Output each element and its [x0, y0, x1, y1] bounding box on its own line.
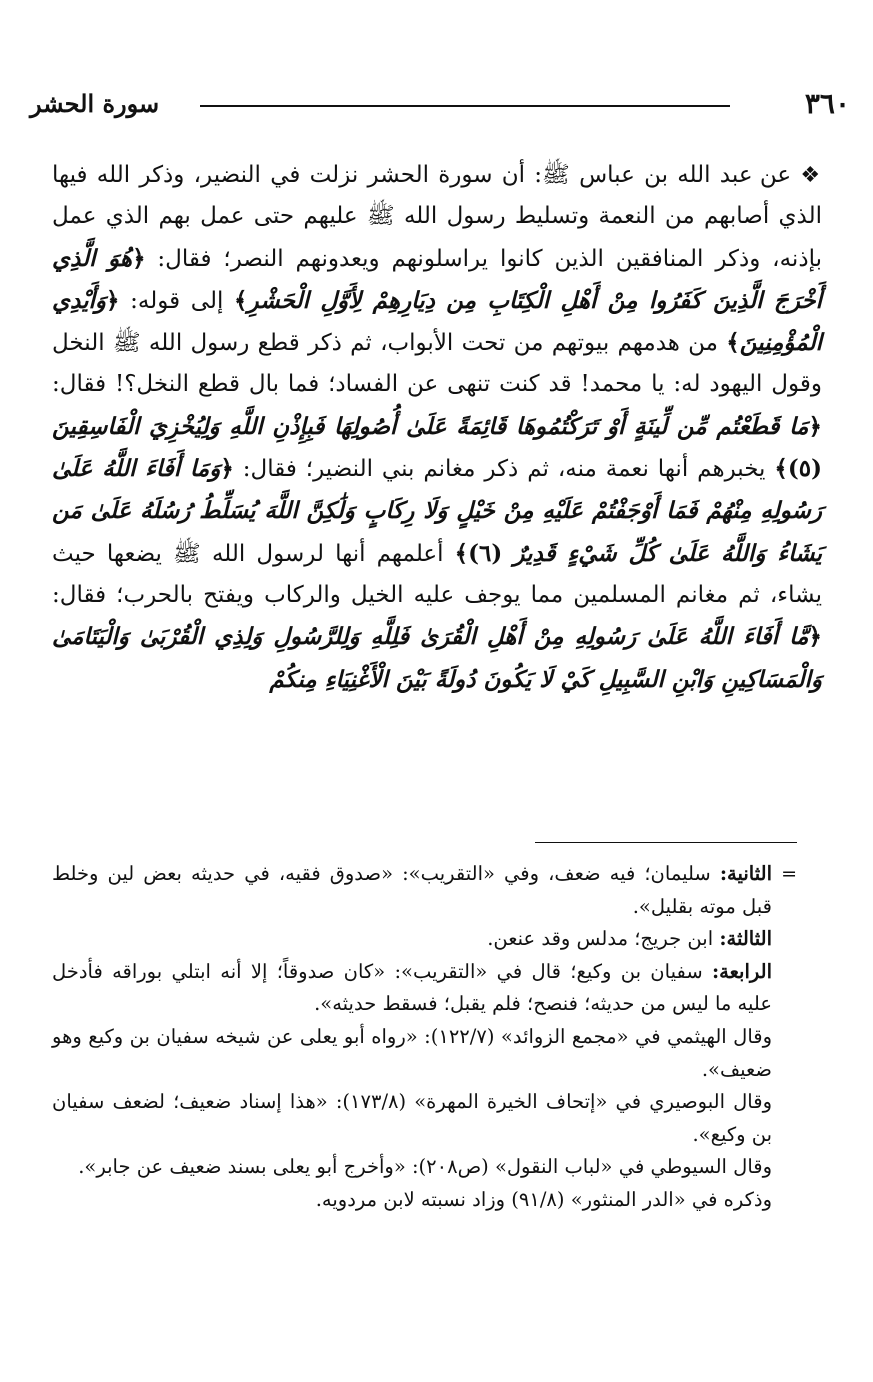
text-segment: إلى قوله:	[119, 287, 235, 314]
footnote-line: الثانية: سليمان؛ فيه ضعف، وفي «التقريب»: «صدوق فقيه، في حديثه بعض لين وخلط قبل موته بقليل».	[52, 862, 772, 918]
footnote-separator	[535, 842, 797, 843]
quran-open-bracket: ﴿	[220, 455, 234, 483]
quran-close-bracket: ﴾	[234, 286, 248, 314]
quran-verse: هُوَ الَّذِي أَخْرَجَ الَّذِينَ كَفَرُوا مِنْ أَهْلِ الْكِتَابِ مِن دِيَارِهِمْ لِأَوَّلِ الْحَشْرِ	[52, 244, 823, 314]
header-rule	[200, 105, 730, 107]
footnote-line: الثالثة: ابن جريج؛ مدلس وقد عنعن.	[487, 927, 772, 951]
footnote-label: الرابعة:	[711, 959, 772, 983]
text-segment: من هدمهم بيوتهم من تحت الأبواب، ثم ذكر قطع رسول الله ﷺ النخل وقول اليهود له: يا محمد! قد كنت تنهى عن الفساد؛ فما بال قطع النخل؟! فقال:	[52, 330, 822, 398]
page-header	[30, 84, 850, 128]
bullet-icon: ❖	[800, 163, 822, 188]
ayah-number-marker: (٦)	[468, 539, 503, 567]
ayah-number-marker: (٥)	[787, 455, 822, 483]
footnote-line: وقال الهيثمي في «مجمع الزوائد» (١٢٢/٧): «رواه أبو يعلى عن شيخه سفيان بن وكيع وهو ضعيف».	[52, 1024, 772, 1081]
footnote-line: وقال السيوطي في «لباب النقول» (ص٢٠٨): «وأخرج أبو يعلى بسند ضعيف عن جابر».	[78, 1155, 772, 1179]
text-segment: يخبرهم أنها نعمة منه، ثم ذكر مغانم بني النضير؛ فقال:	[233, 456, 775, 483]
footnote-continuation-mark: =	[781, 863, 797, 885]
footnotes	[52, 858, 772, 1217]
quran-open-bracket: ﴿	[808, 623, 822, 651]
quran-verse: مَّا أَفَاءَ اللَّهُ عَلَىٰ رَسُولِهِ مِنْ أَهْلِ الْقُرَىٰ فَلِلَّهِ وَلِلرَّسُولِ وَلِذِي الْقُرْبَىٰ وَالْيَتَامَىٰ وَالْمَسَاكِينِ وَابْنِ السَّبِيلِ كَيْ لَا يَكُونَ دُولَةً بَيْنَ الْأَغْنِيَاءِ مِنكُمْ	[52, 623, 822, 693]
surah-title: سورة الحشر	[30, 89, 160, 118]
footnote-line: وقال البوصيري في «إتحاف الخيرة المهرة» (١٧٣/٨): «هذا إسناد ضعيف؛ لضعف سفيان بن وكيع».	[52, 1090, 772, 1146]
text-segment: أعلمهم أنها لرسول الله ﷺ يضعها حيث يشاء، ثم مغانم المسلمين مما يوجف عليه الخيل والركاب ويفتح بالحرب؛ فقال:	[52, 540, 822, 608]
quran-open-bracket: ﴿	[808, 412, 822, 440]
quran-verse: وَأَيْدِي الْمُؤْمِنِينَ	[52, 286, 822, 357]
page-number: ٣٦٠	[804, 87, 850, 120]
footnote-label: الثالثة:	[719, 927, 772, 951]
quran-open-bracket: ﴿	[132, 244, 146, 272]
quran-verse: مَا قَطَعْتُم مِّن لِّينَةٍ أَوْ تَرَكْتُمُوهَا قَائِمَةً عَلَىٰ أُصُولِهَا فَبِإِذْنِ اللَّهِ وَلِيُخْزِيَ الْفَاسِقِينَ	[52, 412, 809, 440]
main-text	[52, 155, 822, 701]
footnote-line: وذكره في «الدر المنثور» (٩١/٨) وزاد نسبته لابن مردويه.	[315, 1187, 772, 1211]
text-segment: عن عبد الله بن عباس ﷺ: أن سورة الحشر نزلت في النضير، وذكر الله فيها الذي أصابهم من النعمة وتسليط رسول الله ﷺ عليهم حتى عمل بهم الذي عمل بإذنه، وذكر المنافقين الذين كانوا يراسلونهم ويعدونهم النصر؛ فقال:	[52, 162, 822, 272]
footnote-label: الثانية:	[719, 862, 772, 885]
quran-open-bracket: ﴿	[105, 286, 120, 314]
quran-verse: وَمَا أَفَاءَ اللَّهُ عَلَىٰ رَسُولِهِ مِنْهُمْ فَمَا أَوْجَفْتُمْ عَلَيْهِ مِنْ خَيْلٍ وَلَا رِكَابٍ وَلَٰكِنَّ اللَّهَ يُسَلِّطُ رُسُلَهُ عَلَىٰ مَن يَشَاءُ وَاللَّهُ عَلَىٰ كُلِّ شَيْءٍ قَدِيرٌ	[52, 455, 822, 567]
quran-close-bracket: ﴾	[454, 539, 469, 567]
quran-close-bracket: ﴾	[726, 329, 740, 357]
quran-close-bracket: ﴾	[774, 455, 788, 483]
main-paragraph	[52, 155, 822, 701]
footnote-line: الرابعة: سفيان بن وكيع؛ قال في «التقريب»: «كان صدوقاً؛ إلا أنه ابتلي بوراقه فأدخل عليه ما ليس من حديثه؛ فنصح؛ فلم يقبل؛ فسقط حديثه».	[52, 959, 772, 1016]
